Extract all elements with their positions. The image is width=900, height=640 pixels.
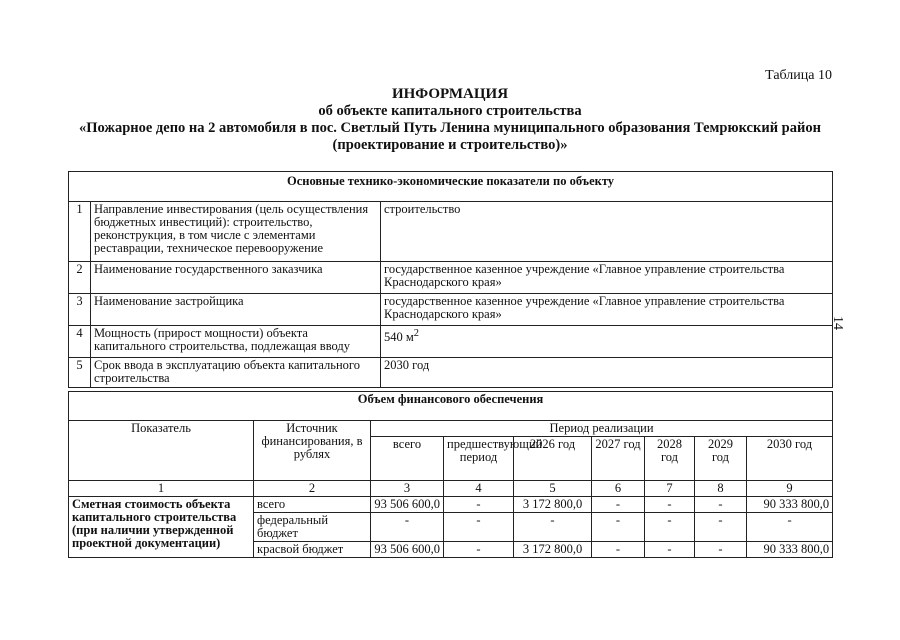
- value-cell: -: [592, 542, 645, 558]
- document-subtitle-3: (проектирование и строительство)»: [332, 137, 568, 153]
- table-label: Таблица 10: [765, 68, 832, 83]
- document-subtitle-1: об объекте капитального строительства: [318, 103, 582, 119]
- col-source-header: Источник финансирования, в рублях: [254, 421, 371, 481]
- period-header-2027: 2027 год: [592, 437, 645, 481]
- period-header-2030: 2030 год: [747, 437, 833, 481]
- row-number: 3: [69, 294, 91, 326]
- row-number: 1: [69, 202, 91, 262]
- value-cell: -: [444, 513, 514, 542]
- row-label: Мощность (прирост мощности) объекта капитального строительства, подлежащая вводу: [91, 326, 381, 358]
- row-label: Наименование застройщика: [91, 294, 381, 326]
- document-header: [0, 86, 900, 154]
- period-header-previous: предшествующий период: [444, 437, 514, 481]
- document-subtitle-2: «Пожарное депо на 2 автомобиля в пос. Светлый Путь Ленина муниципального образования Темрюкский район: [79, 120, 821, 136]
- indicator-label: Сметная стоимость объекта капитального строительства (при наличии утвержденной проектной документации): [69, 497, 254, 558]
- period-header-2026: 2026 год: [514, 437, 592, 481]
- row-value: [381, 326, 833, 358]
- row-value: строительство: [381, 202, 833, 262]
- value-cell: -: [695, 513, 747, 542]
- row-number: 4: [69, 326, 91, 358]
- col-period-header: Период реализации: [371, 421, 833, 437]
- row-value: государственное казенное учреждение «Главное управление строительства Краснодарского края»: [381, 262, 833, 294]
- column-number: 7: [645, 481, 695, 497]
- value-cell: 93 506 600,0: [371, 497, 444, 513]
- tech-indicators-table: [68, 171, 833, 388]
- value-cell: -: [645, 513, 695, 542]
- row-label: Направление инвестирования (цель осуществления бюджетных инвестиций): строительство, реконструкция, в том числе с элементами реставрации, техническое перевооружение: [91, 202, 381, 262]
- value-cell: 3 172 800,0: [514, 497, 592, 513]
- column-number: 9: [747, 481, 833, 497]
- value-cell: -: [695, 542, 747, 558]
- tech-section-title: Основные технико-экономические показатели по объекту: [69, 172, 833, 202]
- value-cell: -: [371, 513, 444, 542]
- value-cell: 90 333 800,0: [747, 542, 833, 558]
- period-header-total: всего: [371, 437, 444, 481]
- value-cell: 90 333 800,0: [747, 497, 833, 513]
- source-label: красвой бюджет: [254, 542, 371, 558]
- column-number-row: [69, 481, 833, 497]
- value-cell: 3 172 800,0: [514, 542, 592, 558]
- period-header-2028: 2028 год: [645, 437, 695, 481]
- value-cell: -: [592, 497, 645, 513]
- value-cell: -: [514, 513, 592, 542]
- row-number: 2: [69, 262, 91, 294]
- row-label: Наименование государственного заказчика: [91, 262, 381, 294]
- value-cell: -: [645, 497, 695, 513]
- table-row: [69, 358, 833, 388]
- row-value: 2030 год: [381, 358, 833, 388]
- row-number: 5: [69, 358, 91, 388]
- value-cell: -: [747, 513, 833, 542]
- column-number: 4: [444, 481, 514, 497]
- row-label: Срок ввода в эксплуатацию объекта капитального строительства: [91, 358, 381, 388]
- column-number: 8: [695, 481, 747, 497]
- table-row: [69, 202, 833, 262]
- table-row: [69, 294, 833, 326]
- source-label: всего: [254, 497, 371, 513]
- capacity-value: 540 м: [384, 330, 414, 345]
- value-cell: -: [592, 513, 645, 542]
- value-cell: -: [645, 542, 695, 558]
- page-number: 14: [830, 316, 845, 330]
- column-number: 5: [514, 481, 592, 497]
- value-cell: -: [444, 542, 514, 558]
- col-indicator-header: Показатель: [69, 421, 254, 481]
- capacity-unit-exponent: 2: [413, 328, 419, 339]
- value-cell: -: [444, 497, 514, 513]
- period-header-2029: 2029 год: [695, 437, 747, 481]
- column-number: 3: [371, 481, 444, 497]
- value-cell: 93 506 600,0: [371, 542, 444, 558]
- table-row: [69, 262, 833, 294]
- finance-table: [68, 391, 833, 558]
- table-row: [69, 326, 833, 358]
- table-row: [69, 497, 833, 513]
- document-title: ИНФОРМАЦИЯ: [391, 86, 509, 102]
- column-number: 1: [69, 481, 254, 497]
- value-cell: -: [695, 497, 747, 513]
- column-number: 2: [254, 481, 371, 497]
- source-label: федеральный бюджет: [254, 513, 371, 542]
- column-number: 6: [592, 481, 645, 497]
- row-value: государственное казенное учреждение «Главное управление строительства Краснодарского края»: [381, 294, 833, 326]
- finance-section-title: Объем финансового обеспечения: [69, 392, 833, 421]
